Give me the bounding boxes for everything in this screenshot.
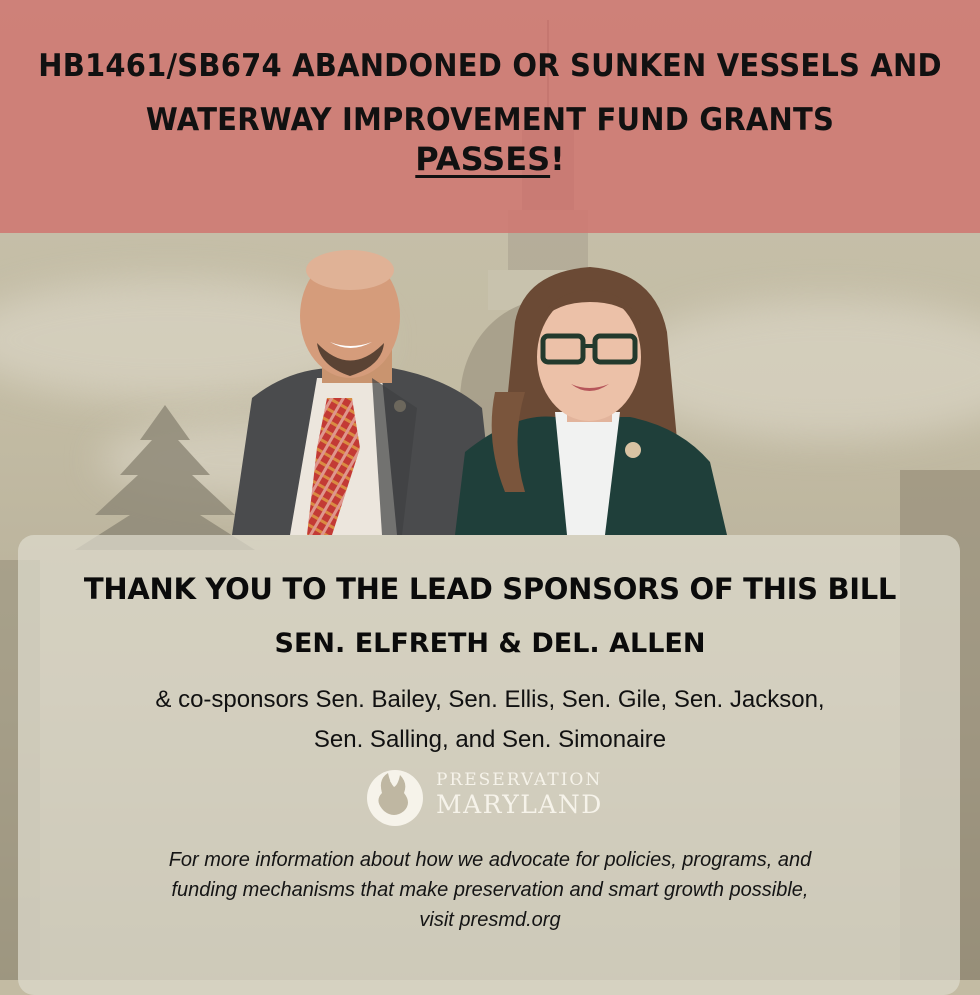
info-line-1: For more information about how we advocate for policies, programs, and <box>168 849 812 871</box>
passes-word: PASSES <box>415 140 551 178</box>
cosponsors-line-2: Sen. Salling, and Sen. Simonaire <box>313 726 667 753</box>
cosponsors-text <box>0 680 980 760</box>
passes-exclamation: ! <box>550 140 565 178</box>
passes-status <box>0 140 980 178</box>
headline-line-1: HB1461/SB674 ABANDONED OR SUNKEN VESSELS AND <box>38 46 942 84</box>
cosponsors-line-1: & co-sponsors Sen. Bailey, Sen. Ellis, Sen. Gile, Sen. Jackson, <box>155 686 825 713</box>
bill-headline <box>0 38 980 146</box>
info-line-3-link[interactable]: visit presmd.org <box>419 909 561 931</box>
headline-line-2: WATERWAY IMPROVEMENT FUND GRANTS <box>145 100 835 138</box>
logo-line-1: PRESERVATION <box>436 770 603 790</box>
logo-wordmark <box>436 769 603 819</box>
photo-sen-elfreth <box>455 262 727 535</box>
phoenix-icon <box>364 765 426 827</box>
thanks-heading: THANK YOU TO THE LEAD SPONSORS OF THIS BILL <box>83 572 897 606</box>
more-info-text <box>0 845 980 935</box>
preservation-maryland-logo <box>364 765 624 827</box>
lead-sponsors: SEN. ELFRETH & DEL. ALLEN <box>274 628 706 659</box>
logo-line-2: MARYLAND <box>436 790 603 819</box>
info-line-2: funding mechanisms that make preservation and smart growth possible, <box>171 879 809 901</box>
